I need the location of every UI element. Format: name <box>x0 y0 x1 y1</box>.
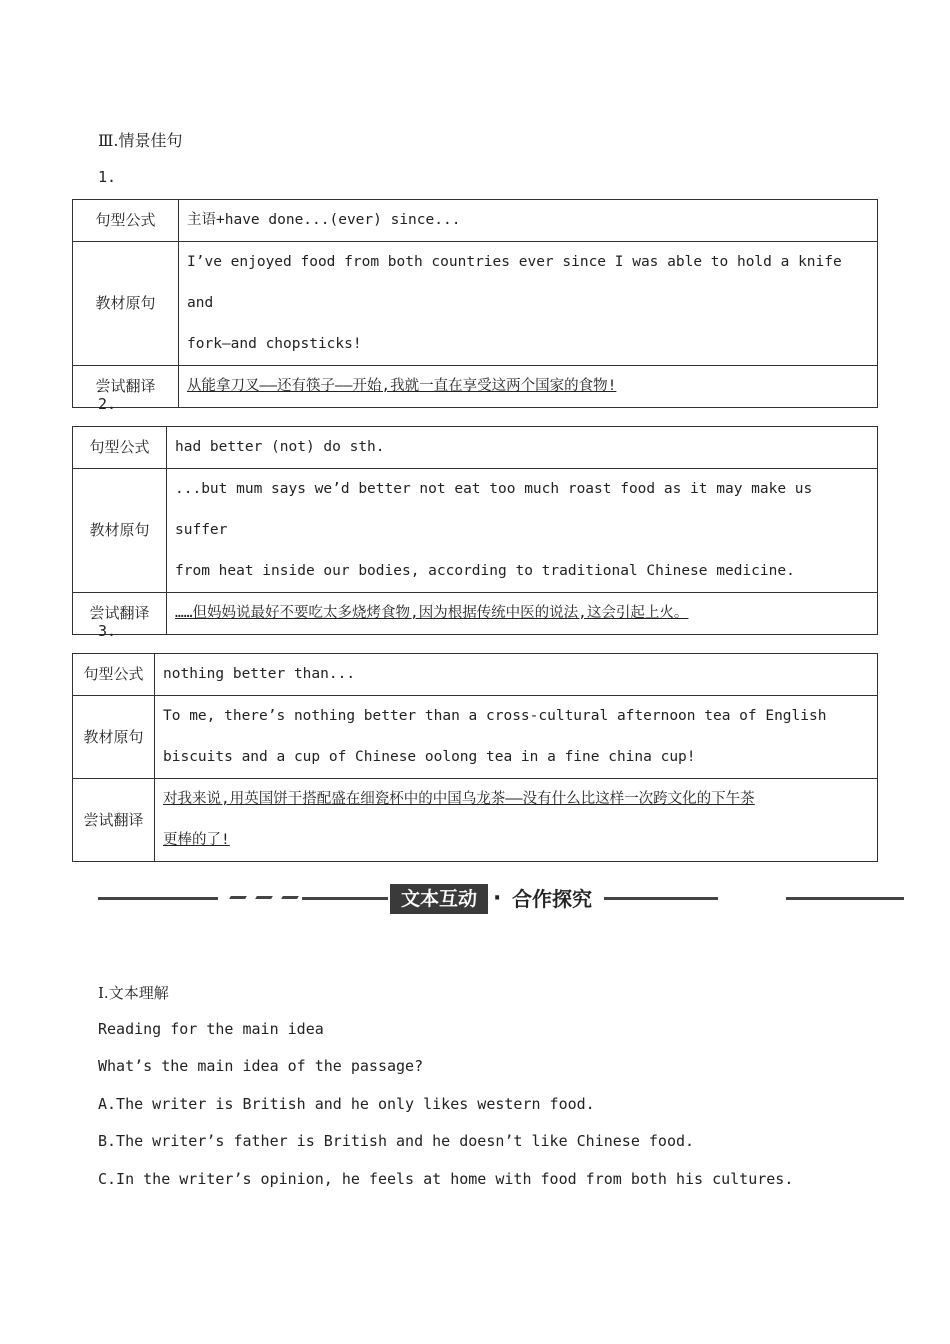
banner-rule-right <box>604 897 718 900</box>
original-line-1: To me, there’s nothing better than a cross-cultural afternoon tea of English <box>163 708 827 724</box>
translation-line-2: 更棒的了! <box>163 832 230 848</box>
original-line-1: I’ve enjoyed food from both countries ever since I was able to hold a knife and <box>187 254 842 311</box>
banner-dash <box>281 896 299 899</box>
label-original: 教材原句 <box>73 242 179 366</box>
original-text <box>155 696 878 779</box>
banner-dash <box>255 896 273 899</box>
translation-text <box>179 366 878 408</box>
sentence-table <box>72 199 878 408</box>
question-text: What’s the main idea of the passage? <box>98 1057 424 1075</box>
translation-line-1: 从能拿刀叉——还有筷子——开始,我就一直在享受这两个国家的食物! <box>187 378 617 394</box>
translation-line-1: 对我来说,用英国饼干搭配盛在细瓷杯中的中国乌龙茶——没有什么比这样一次跨文化的下午茶 <box>163 791 755 807</box>
label-pattern: 句型公式 <box>73 200 179 242</box>
item-number: 3. <box>98 622 117 640</box>
label-pattern: 句型公式 <box>73 427 167 469</box>
sentence-table <box>72 653 878 862</box>
part-heading: Ⅰ.文本理解 <box>98 984 169 1002</box>
label-pattern: 句型公式 <box>73 654 155 696</box>
pattern-text: nothing better than... <box>155 654 878 696</box>
label-original: 教材原句 <box>73 469 167 593</box>
label-translate: 尝试翻译 <box>73 593 167 635</box>
banner-title: 合作探究 <box>512 887 592 911</box>
section-heading: Ⅲ.情景佳句 <box>98 131 183 150</box>
banner-dot: · <box>493 886 502 911</box>
original-line-2: from heat inside our bodies, according to traditional Chinese medicine. <box>175 563 795 579</box>
translation-line-1: ……但妈妈说最好不要吃太多烧烤食物,因为根据传统中医的说法,这会引起上火。 <box>175 605 689 621</box>
translation-text <box>167 593 878 635</box>
banner-label: 文本互动 <box>390 884 488 914</box>
label-translate: 尝试翻译 <box>73 779 155 862</box>
banner-rule-mid <box>302 897 388 900</box>
item-number: 1. <box>98 168 117 186</box>
original-line-2: fork—and chopsticks! <box>187 336 362 352</box>
banner-rule-far-right <box>786 897 904 900</box>
translation-text <box>155 779 878 862</box>
label-translate: 尝试翻译 <box>73 366 179 408</box>
original-line-1: ...but mum says we’d better not eat too much roast food as it may make us suffer <box>175 481 813 538</box>
original-text <box>179 242 878 366</box>
item-number: 2. <box>98 395 117 413</box>
pattern-text: 主语+have done...(ever) since... <box>179 200 878 242</box>
option-a: A.The writer is British and he only likes western food. <box>98 1095 595 1113</box>
sentence-table <box>72 426 878 635</box>
part-subheading: Reading for the main idea <box>98 1020 324 1038</box>
original-text <box>167 469 878 593</box>
banner-dash <box>229 896 247 899</box>
option-b: B.The writer’s father is British and he doesn’t like Chinese food. <box>98 1132 695 1150</box>
pattern-text: had better (not) do sth. <box>167 427 878 469</box>
original-line-2: biscuits and a cup of Chinese oolong tea in a fine china cup! <box>163 749 696 765</box>
label-original: 教材原句 <box>73 696 155 779</box>
option-c: C.In the writer’s opinion, he feels at home with food from both his cultures. <box>98 1170 794 1188</box>
banner-rule-left <box>98 897 218 900</box>
